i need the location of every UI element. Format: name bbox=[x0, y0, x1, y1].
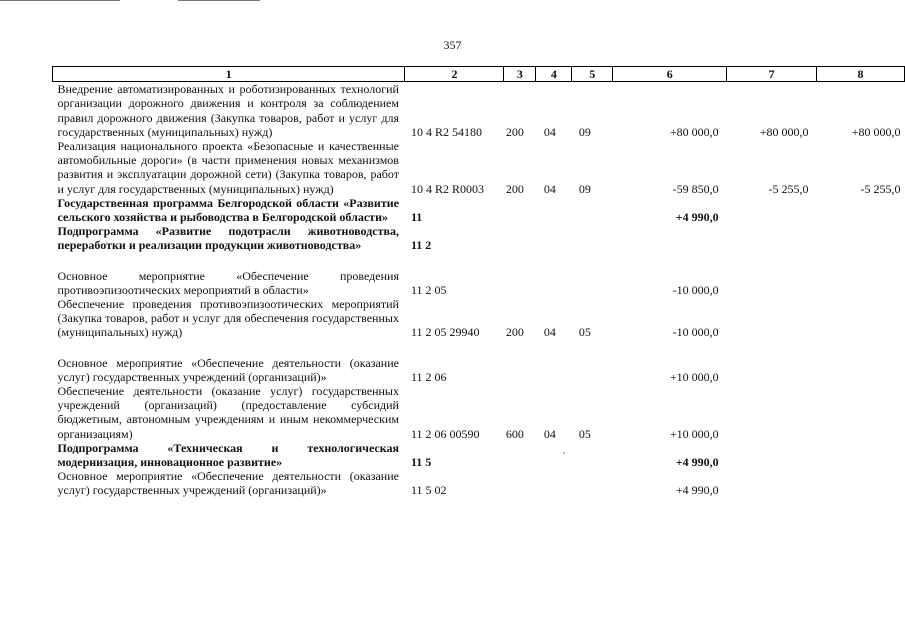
header-col-4: 4 bbox=[536, 67, 572, 82]
row-name: Основное мероприятие «Обеспечение деятельности (оказание услуг) государственных учреждений (организаций)» bbox=[57, 355, 399, 384]
row-name: Внедрение автоматизированных и роботизированных технологий организации дорожного движения и контроля за соблюдением правил дорожного движения (Закупка товаров, работ и услуг для государственных (муниципальных) нужд) bbox=[57, 82, 399, 139]
row-vr: 200 bbox=[505, 124, 524, 139]
table-row bbox=[53, 384, 905, 441]
table-row bbox=[53, 340, 905, 384]
row-code: 11 2 06 00590 bbox=[410, 426, 480, 441]
header-col-1: 1 bbox=[53, 67, 405, 82]
row-amount-6: +4 990,0 bbox=[675, 483, 719, 498]
row-vr: 200 bbox=[505, 325, 524, 340]
row-rz bbox=[536, 340, 572, 384]
row-rz bbox=[536, 469, 572, 497]
table-row bbox=[53, 139, 905, 196]
header-col-6: 6 bbox=[613, 67, 727, 82]
row-amount-7 bbox=[727, 196, 817, 224]
row-pr: 09 bbox=[578, 124, 591, 139]
row-amount-6: +4 990,0 bbox=[675, 210, 719, 225]
row-code: 11 5 02 bbox=[410, 483, 447, 498]
row-pr bbox=[572, 253, 613, 297]
row-code: 11 2 bbox=[410, 238, 432, 253]
row-vr bbox=[504, 340, 536, 384]
row-code: 11 2 06 bbox=[410, 369, 447, 384]
row-pr: 09 bbox=[578, 181, 591, 196]
row-amount-8 bbox=[817, 384, 905, 441]
row-vr bbox=[504, 253, 536, 297]
row-amount-6 bbox=[613, 224, 727, 252]
row-pr: 05 bbox=[578, 426, 591, 441]
row-amount-7: -5 255,0 bbox=[768, 181, 809, 196]
row-amount-7 bbox=[727, 441, 817, 469]
row-amount-8 bbox=[817, 196, 905, 224]
row-vr bbox=[504, 441, 536, 469]
table-row bbox=[53, 441, 905, 469]
row-pr bbox=[572, 469, 613, 497]
row-name: Подпрограмма «Техническая и технологическая модернизация, инновационное развитие» bbox=[57, 440, 399, 470]
row-code: 11 2 05 29940 bbox=[410, 325, 480, 340]
table-row bbox=[53, 469, 905, 497]
row-pr bbox=[572, 224, 613, 252]
row-name: Обеспечение деятельности (оказание услуг) государственных учреждений (организаций) (предоставление субсидий бюджетным, автономным учреждениям и иным некоммерческим организациям) bbox=[57, 384, 399, 441]
row-amount-8: +80 000,0 bbox=[851, 124, 901, 139]
row-vr bbox=[504, 224, 536, 252]
row-amount-6: +10 000,0 bbox=[669, 426, 719, 441]
header-col-7: 7 bbox=[727, 67, 817, 82]
row-pr bbox=[572, 196, 613, 224]
row-rz: 04 bbox=[543, 124, 556, 139]
row-amount-6: -10 000,0 bbox=[672, 282, 719, 297]
row-name: Государственная программа Белгородской области «Развитие сельского хозяйства и рыбоводства в Белгородской области» bbox=[57, 195, 399, 225]
row-amount-8 bbox=[817, 253, 905, 297]
table-body bbox=[53, 82, 905, 498]
row-amount-8 bbox=[817, 224, 905, 252]
row-amount-7 bbox=[727, 469, 817, 497]
row-amount-6: -59 850,0 bbox=[672, 181, 719, 196]
row-code: 11 bbox=[410, 210, 423, 225]
row-rz bbox=[536, 441, 572, 469]
budget-table bbox=[52, 66, 905, 498]
top-rule-right bbox=[178, 0, 260, 1]
scan-speck bbox=[563, 452, 565, 454]
row-name: Подпрограмма «Развитие подотрасли животноводства, переработки и реализации продукции животноводства» bbox=[57, 224, 399, 253]
row-amount-7 bbox=[727, 224, 817, 252]
page-number: 357 bbox=[443, 38, 462, 52]
row-code: 11 5 bbox=[410, 455, 432, 470]
header-col-5: 5 bbox=[572, 67, 613, 82]
row-code: 11 2 05 bbox=[410, 282, 447, 297]
row-rz bbox=[536, 196, 572, 224]
row-amount-7: +80 000,0 bbox=[759, 124, 809, 139]
table-row bbox=[53, 297, 905, 340]
top-rule-left bbox=[0, 0, 120, 1]
row-vr: 600 bbox=[505, 426, 524, 441]
row-code: 10 4 R2 R0003 bbox=[410, 181, 484, 196]
row-amount-6: +80 000,0 bbox=[669, 124, 719, 139]
row-rz bbox=[536, 253, 572, 297]
row-amount-8 bbox=[817, 441, 905, 469]
row-name: Обеспечение проведения противоэпизоотических мероприятий (Закупка товаров, работ и услуг для обеспечения государственных (муниципальных) нужд) bbox=[57, 297, 399, 340]
row-vr bbox=[504, 196, 536, 224]
row-amount-7 bbox=[727, 253, 817, 297]
row-vr bbox=[504, 469, 536, 497]
header-row bbox=[53, 67, 905, 82]
row-amount-8 bbox=[817, 297, 905, 340]
row-amount-8 bbox=[817, 340, 905, 384]
row-rz: 04 bbox=[543, 426, 556, 441]
table-row bbox=[53, 253, 905, 297]
row-pr bbox=[572, 441, 613, 469]
row-amount-6: +10 000,0 bbox=[669, 369, 719, 384]
table-row bbox=[53, 196, 905, 224]
row-pr bbox=[572, 340, 613, 384]
row-amount-8 bbox=[817, 469, 905, 497]
row-amount-6: -10 000,0 bbox=[672, 325, 719, 340]
row-rz: 04 bbox=[543, 181, 556, 196]
row-rz bbox=[536, 224, 572, 252]
table-row bbox=[53, 82, 905, 139]
header-col-8: 8 bbox=[817, 67, 905, 82]
row-name: Основное мероприятие «Обеспечение деятельности (оказание услуг) государственных учреждений (организаций)» bbox=[57, 469, 399, 498]
row-code: 10 4 R2 54180 bbox=[410, 124, 482, 139]
row-name: Реализация национального проекта «Безопасные и качественные автомобильные дороги» (в части применения новых механизмов развития и эксплуатации дорожной сети) (Закупка товаров, работ и услуг для государственных (муниципальных) нужд) bbox=[57, 139, 399, 196]
header-col-3: 3 bbox=[504, 67, 536, 82]
table-row bbox=[53, 224, 905, 252]
row-pr: 05 bbox=[578, 325, 591, 340]
row-amount-7 bbox=[727, 340, 817, 384]
row-amount-7 bbox=[727, 384, 817, 441]
row-name: Основное мероприятие «Обеспечение проведения противоэпизоотических мероприятий в области» bbox=[57, 268, 399, 297]
row-vr: 200 bbox=[505, 181, 524, 196]
row-amount-6: +4 990,0 bbox=[675, 455, 719, 470]
row-amount-8: -5 255,0 bbox=[860, 181, 901, 196]
row-rz: 04 bbox=[543, 325, 556, 340]
header-col-2: 2 bbox=[405, 67, 504, 82]
row-amount-7 bbox=[727, 297, 817, 340]
